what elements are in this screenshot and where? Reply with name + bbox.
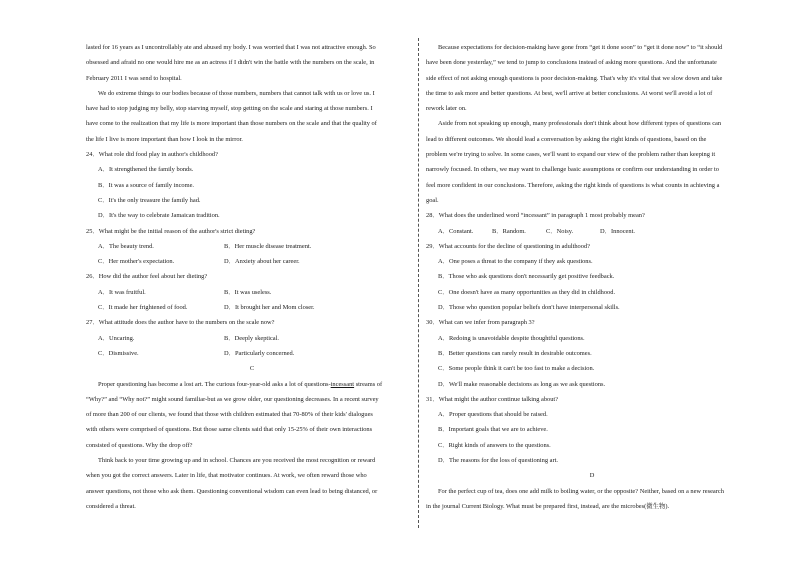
text-line: Because expectations for decision-making have gone from “get it done soon” to “get it done now” to “it should [438, 44, 723, 51]
question-30-stem: 30．What can we infer from paragraph 3? [426, 319, 535, 327]
text-line: have been done yesterday,” we tend to jump to conclusions instead of asking more questions. And the unfortunate [426, 59, 717, 67]
text-line: side effect of not asking enough questions is poor decision-making. That's why it's vital that we slow down and take [426, 74, 723, 82]
question-27-stem: 27．What attitude does the author have to the numbers on the scale now? [86, 319, 275, 327]
question-31-stem: 31．What might the author continue talking about? [426, 395, 559, 403]
text-line: Aside from not speaking up enough, many professionals don't think about how different types of questions can [438, 120, 722, 128]
text-line: streams of [354, 380, 383, 388]
text-line: in the journal Current Biology. What must be prepared first, instead, are the microbes(微生物). [426, 502, 670, 510]
question-25-option-a: A．The beauty trend. [98, 242, 154, 250]
text-line: of more than 200 of our clients, we found that those with children estimated that 70-80% of their kids' dialogues [86, 411, 373, 419]
question-24-stem: 24．What role did food play in author's childhood? [86, 151, 218, 159]
question-27-option-a: A．Uncaring. [98, 334, 135, 342]
question-24-option-c: C．It's the only treasure the family had. [98, 196, 201, 204]
question-28-option-b: B．Random. [492, 227, 526, 235]
question-29-option-d: D．Those who question popular beliefs don't have interpersonal skills. [438, 304, 620, 312]
passage-c-paragraph-3 [426, 40, 758, 116]
text-line: lead to different outcomes. We should lead a conversation by asking the right kinds of questions, based on the [426, 135, 707, 143]
text-line: We do extreme things to our bodies because of those numbers, numbers that cannot talk with us or love us. I [98, 89, 375, 97]
text-line: the life I live is more important than how I look in the mirror. [86, 135, 243, 143]
text-line: answer questions, not those who ask them. Questioning conventional wisdom can even lead to being distanced, or [86, 487, 378, 495]
left-column [86, 40, 418, 514]
text-line: when you got the correct answers. Later in life, that motivator continues. At work, we often reward those who [86, 472, 367, 480]
question-25-stem: 25．What might be the initial reason of the author's strict dieting? [86, 227, 256, 235]
question-26-option-d: D．It brought her and Mom closer. [224, 304, 315, 312]
question-31-option-c: C．Right kinds of answers to the questions. [438, 441, 551, 449]
passage-c-paragraph-4 [426, 116, 758, 208]
text-line: have had to stop judging my belly, stop starving myself, stop getting on the scale and staring at those numbers. I [86, 105, 373, 113]
text-line: obsessed and afraid no one would hire me as an actress if I didn't win the battle with the numbers on the scale, in [86, 59, 375, 67]
question-25-option-d: D．Anxiety about her career. [224, 258, 300, 266]
text-line: February 2011 I was send to hospital. [86, 74, 182, 82]
question-28-stem: 28．What does the underlined word “incessant” in paragraph 1 most probably mean? [426, 212, 645, 220]
text-line: Proper questioning has become a lost art. The curious four-year-old asks a lot of questions- [98, 380, 331, 388]
question-27-options-row-2 [86, 346, 418, 361]
question-25-option-b: B．Her muscle disease treatment. [224, 242, 312, 250]
question-28-options-row [426, 224, 758, 239]
question-27-option-c: C．Dismissive. [98, 349, 139, 357]
text-line: considered a threat. [86, 502, 136, 510]
question-25-option-c: C．Her mother's expectation. [98, 258, 175, 266]
question-28-option-a: A．Constant. [438, 227, 474, 235]
text-line: lasted for 16 years as I uncontrollably ate and abused my body. I was worried that I was not attractive enough. So [86, 44, 376, 51]
question-29-option-c: C．One doesn't have as many opportunities as they did in childhood. [438, 288, 616, 296]
question-30-option-d: D．We'll make reasonable decisions as long as we ask questions. [438, 380, 606, 388]
question-25-options-row-1 [86, 239, 418, 254]
question-25-options-row-2 [86, 254, 418, 269]
question-26-stem: 26．How did the author feel about her dieting? [86, 273, 208, 281]
text-line: the time to ask more and better questions. At best, we'll arrive at better conclusions. At worst we'll avoid a lot of [426, 89, 713, 97]
text-line: feel more confident in our conclusions. Therefore, asking the right kinds of questions is what counts in achieving a [426, 181, 720, 189]
passage-b-paragraph-end [86, 40, 418, 86]
question-28-option-c: C．Noisy. [546, 227, 574, 235]
text-line: consisted of questions. Why the drop off? [86, 441, 193, 449]
question-26-option-c: C．It made her frightened of food. [98, 304, 188, 312]
section-c-heading: C [249, 365, 255, 373]
passage-d-paragraph-1 [426, 484, 758, 515]
question-26-options-row-2 [86, 300, 418, 315]
underlined-word-incessant: incessant [330, 380, 355, 388]
passage-c-paragraph-1 [86, 377, 418, 453]
question-26-option-b: B．It was useless. [224, 288, 272, 296]
text-line: “Why?” and “Why not?” might sound familiar-but as we grow older, our questioning decreases. In a recent survey [86, 395, 379, 403]
right-column [426, 40, 758, 514]
question-24-option-d: D．It's the way to celebrate Jamaican tradition. [98, 212, 220, 220]
question-31-option-a: A．Proper questions that should be raised. [438, 411, 548, 419]
question-31-option-d: D．The reasons for the loss of questioning art. [438, 457, 558, 465]
passage-c-paragraph-2 [86, 453, 418, 514]
text-line: For the perfect cup of tea, does one add milk to boiling water, or the opposite? Neither, based on a new research [438, 487, 724, 495]
text-line: goal. [426, 196, 439, 204]
text-line: narrowly focused. In others, we may want to challenge basic assumptions or confirm our understanding in order to [426, 166, 720, 174]
question-30-option-c: C．Some people think it can't be too fast to make a decision. [438, 365, 595, 373]
question-29-stem: 29．What accounts for the decline of questioning in adulthood? [426, 242, 590, 250]
question-30-option-a: A．Redoing is unavoidable despite thoughtful questions. [438, 334, 585, 342]
question-30-option-b: B．Better questions can rarely result in desirable outcomes. [438, 349, 592, 357]
text-line: problem we're trying to solve. In some cases, we'll want to expand our view of the problem rather than keeping it [426, 151, 716, 159]
text-line: rework later on. [426, 105, 467, 113]
text-line: with others were comprised of questions. But those same clients said that only 15-25% of their own interactions [86, 426, 373, 434]
question-27-options-row-1 [86, 331, 418, 346]
question-24-option-b: B．It was a source of family income. [98, 181, 195, 189]
question-31-option-b: B．Important goals that we are to achieve. [438, 426, 548, 434]
passage-b-final-paragraph [86, 86, 418, 147]
question-27-option-d: D．Particularly concerned. [224, 349, 295, 357]
column-divider [418, 38, 419, 528]
text-line: Think back to your time growing up and in school. Chances are you received the most recognition or reward [98, 457, 376, 465]
question-29-option-a: A．One poses a threat to the company if they ask questions. [438, 258, 593, 266]
question-28-option-d: D．Innocent. [600, 227, 635, 235]
question-27-option-b: B．Deeply skeptical. [224, 334, 280, 342]
text-line: have come to the realization that my life is more important than those numbers on the scale and that the quality of [86, 120, 377, 128]
question-26-options-row-1 [86, 285, 418, 300]
question-29-option-b: B．Those who ask questions don't necessarily get positive feedback. [438, 273, 615, 281]
question-26-option-a: A．It was fruitful. [98, 288, 146, 296]
question-24-option-a: A．It strengthened the family bonds. [98, 166, 194, 174]
section-d-heading: D [589, 472, 595, 480]
